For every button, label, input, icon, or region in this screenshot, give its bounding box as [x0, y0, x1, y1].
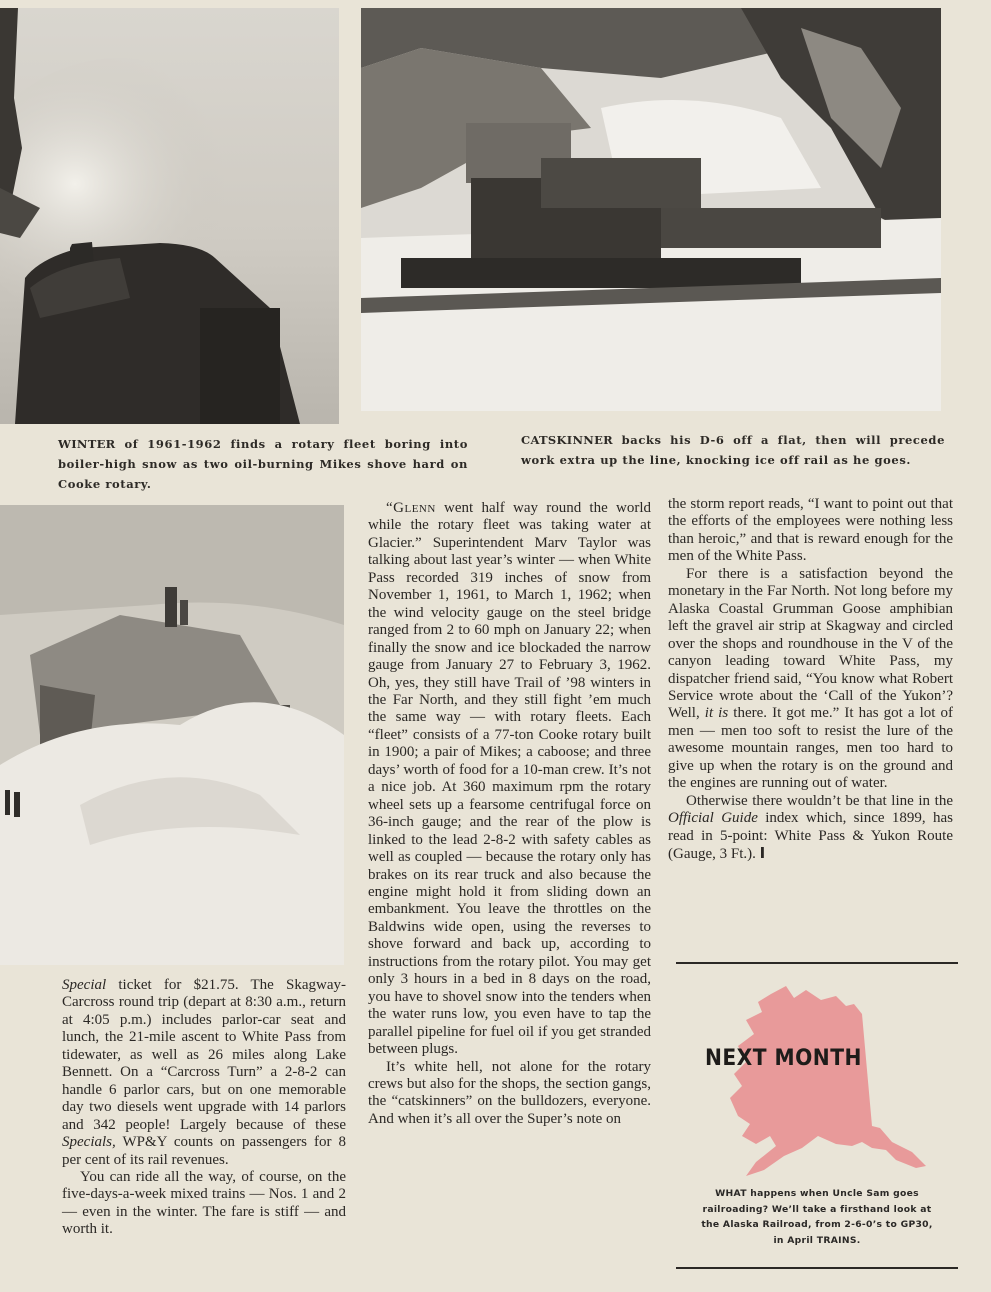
col3-text-d: index which, since 1899, has read in 5-point: White Pass & Yukon Route (Gauge, 3 Ft.). — [668, 810, 953, 863]
cat-caption-text: backs his D-6 off a flat, then will precede work extra up the line, knocking ice off rail as he goes. — [521, 433, 945, 467]
col2-text: went half way round the world while the rotary fleet was taking water at Glacier.” Superintendent Marv Taylor was talking about last year’s winter — when White Pass recorded 319 inches of snow from November 1, 1961, to March 1, 1962; when the wind velocity gauge on the steel bridge ranged from 2 to 60 mph on January 22; when finally the snow and ice blockaded the narrow gauge from January 27 to February 3, 1962. Oh, yes, they still have Trail of ’98 winters in the Far North, and they still fight ’em much the same way — with rotary fleets. Each “fleet” consists of a 77-ton Cooke rotary built in 1900; a pair of Mikes; a caboose; and three days’ worth of food for a 10-man crew. It’s not a nice job. At 360 maximum rpm the rotary wheel sets up a fearsome centrifugal force on 36-inch gauge; and the rear of the plow is linked to the lead 2-8-2 with safety cables as well as coupled — because the rotary only has brakes on its rear truck and also because the engine might hold it from sliding down an embankment. You leave the throttles on the Baldwins wide open, using the reverses to shove forward and back up, according to instructions from the rotary pilot. You may get only 3 hours in a bed in 8 days on the road, you have to shovel snow into the tenders when the water runs low, you even have to tap the parallel pipeline for fuel oil if you get stranded between plugs. — [368, 500, 651, 1058]
next-month-blurb: WHAT happens when Uncle Sam goes railroading? We’ll take a firsthand look at the Alaska Railroad, from 2-6-0’s to GP30, in April TRAINS. — [701, 1188, 933, 1246]
col1-paragraph-1 — [62, 977, 346, 1169]
col1-special-2: Specials, — [62, 1134, 116, 1151]
col1-special-1: Special — [62, 977, 107, 993]
col3-text-a: For there is a satisfaction beyond the monetary in the Far North. Not long before my Alaska Coastal Grumman Goose amphibian left the gravel air strip at Skagway and circled over the shops and roundhouse in the V of the canyon leading toward White Pass, my dispatcher friend said, “You know what Robert Service wrote about the ‘Call of the Yukon’? Well, — [668, 565, 953, 722]
col2-paragraph-2: It’s white hell, not alone for the rotary crews but also for the shops, the section gangs, the “catskinners” on the bulldozers, everyone. And when it’s all over the Super’s note on — [368, 1058, 651, 1127]
catskinner-caption — [521, 430, 945, 470]
rotary-fleet-caption — [58, 434, 468, 494]
catskinner-photo — [361, 8, 941, 411]
rotary-caption-text: of 1961-1962 finds a rotary fleet boring into boiler-high snow as two oil-burning Mikes shove hard on Cooke rotary. — [58, 437, 468, 491]
col3-emphasis: it is — [704, 705, 729, 722]
col2-opening: “Glenn — [386, 500, 436, 516]
rotary-fleet-photo — [0, 8, 339, 424]
column-2 — [368, 500, 651, 1128]
col1-paragraph-2: You can ride all the way, of course, on the five-days-a-week mixed trains — Nos. 1 and 2 — even in the winter. The fare is stiff — and worth it. — [62, 1168, 346, 1238]
rotary-caption-lead: WINTER — [58, 437, 116, 451]
end-mark: I — [759, 844, 766, 863]
cat-caption-lead: CATSKINNER — [521, 433, 614, 447]
col3-paragraph-2 — [668, 566, 953, 793]
col3-text-c: Otherwise there wouldn’t be that line in the — [686, 792, 953, 809]
col2-paragraph-1 — [368, 500, 651, 1059]
snowbound-station-photo — [0, 505, 344, 965]
col1-text-b: WP&Y counts on passengers for 8 per cent of its rail revenues. — [62, 1134, 346, 1168]
col3-paragraph-1: the storm report reads, “I want to point out that the efforts of the employees were nothing less than heroic,” and that is reward enough for the men of the White Pass. — [668, 496, 953, 565]
col3-official-guide: Official Guide — [668, 810, 758, 827]
column-1 — [62, 977, 346, 1239]
next-month-title: NEXT MONTH — [705, 1046, 862, 1071]
alaska-map-icon — [676, 976, 958, 1176]
next-month-top-rule — [676, 962, 958, 964]
next-month-bottom-rule — [676, 1267, 958, 1269]
col1-text-a: ticket for $21.75. The Skagway-Carcross round trip (depart at 8:30 a.m., return at 4:05 p.m.) includes parlor-car seat and lunch, the 21-mile ascent to White Pass from tidewater, as well as 26 miles along Lake Bennett. On a “Carcross Turn” a 2-8-2 can handle 6 parlor cars, but on one memorable day two diesels went upgrade with 14 parlors and 342 people! Largely because of these — [62, 977, 346, 1133]
col3-paragraph-3 — [668, 793, 953, 864]
column-3 — [668, 496, 953, 864]
col3-text-b: there. It got me.” It has got a lot of men — men too soft to resist the lure of the awesome mountain ranges, men too hard to give up when the rotary is on the ground and the engines are running out of water. — [668, 705, 954, 792]
